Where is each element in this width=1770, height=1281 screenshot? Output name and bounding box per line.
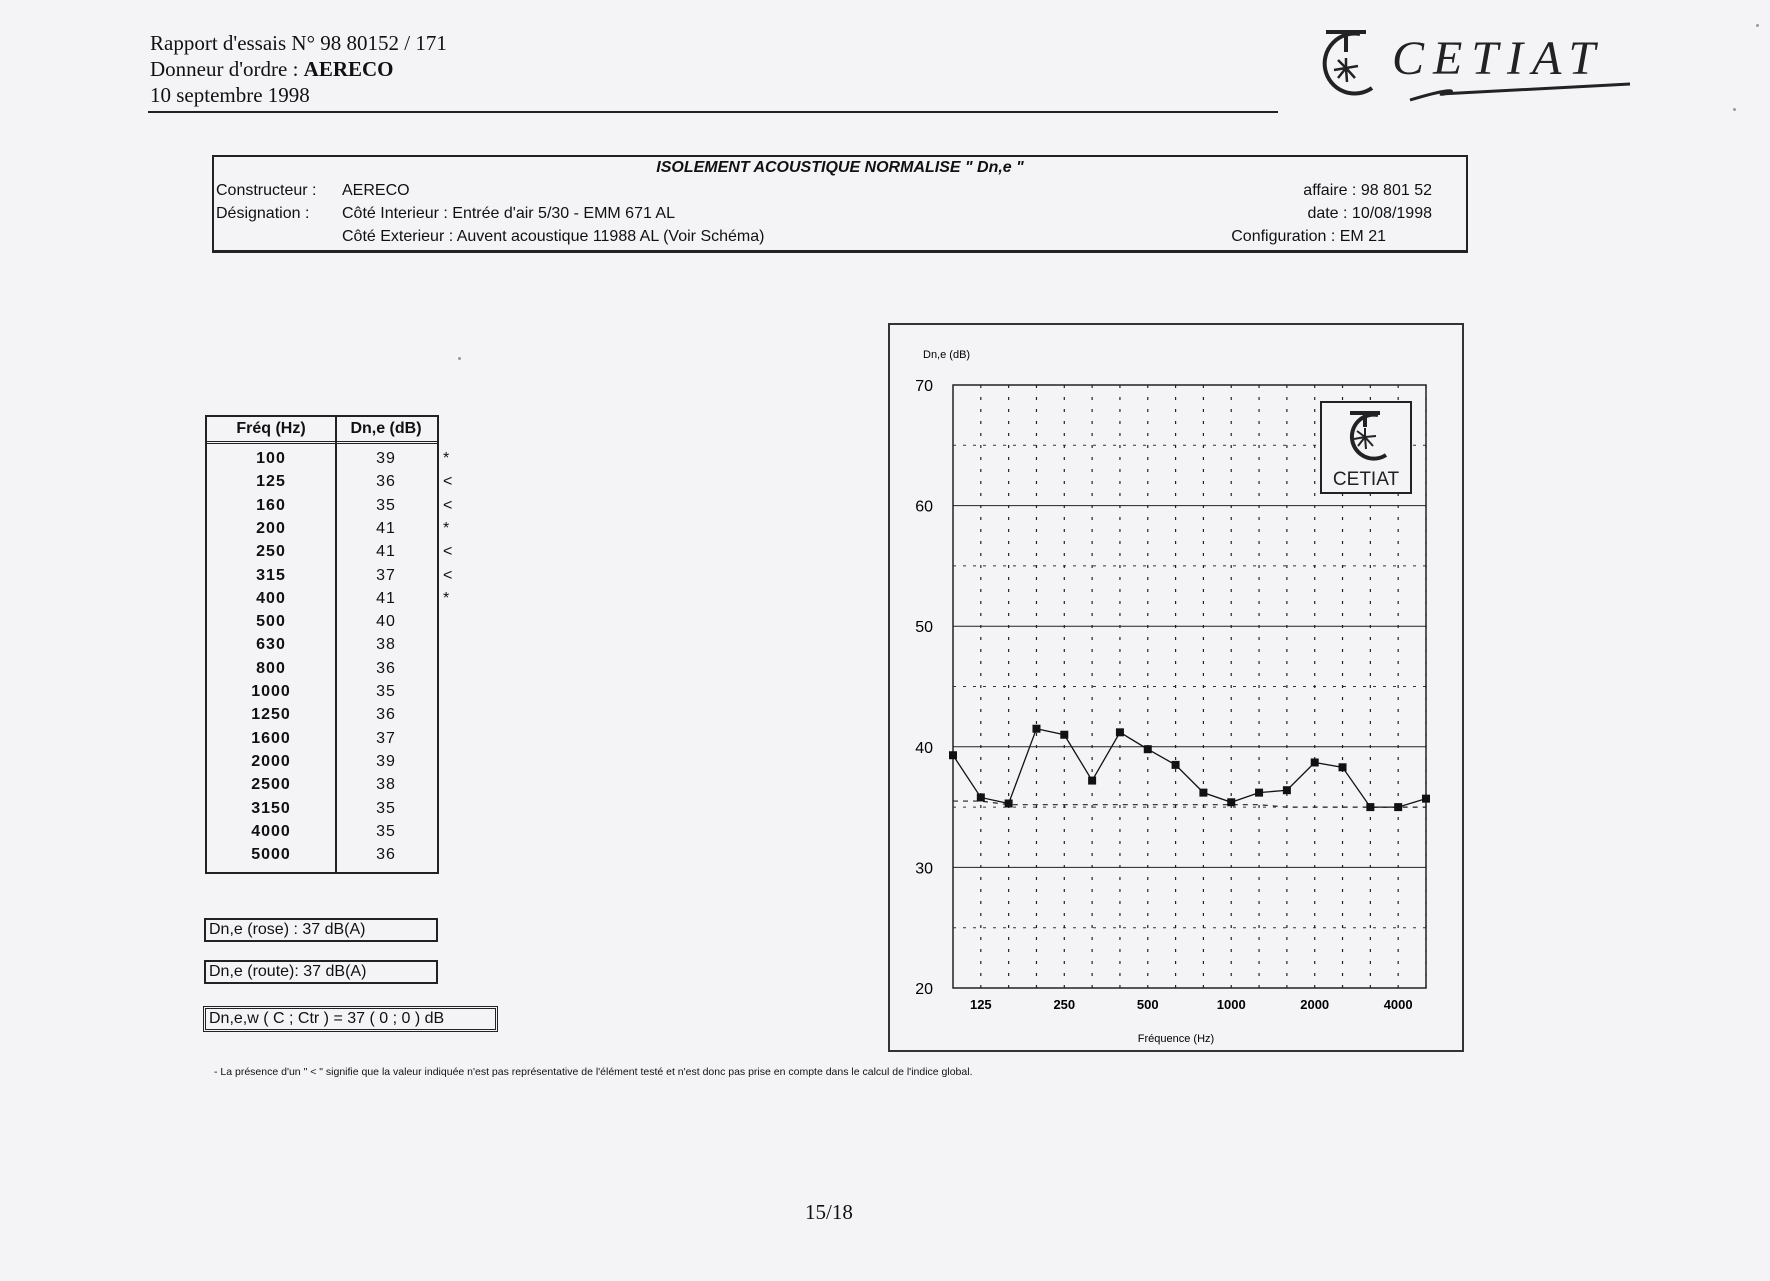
dne-cell: 35 [376,799,396,817]
dne-cell: 38 [376,636,396,654]
dne-line [953,729,1426,807]
freq-cell: 2000 [251,752,291,770]
affaire-number: affaire : 98 801 52 [1303,182,1432,199]
cetiat-logo-icon [1325,32,1372,94]
scan-speck [1756,24,1759,27]
data-point [1199,789,1207,797]
freq-cell: 4000 [251,822,291,840]
data-point [1339,763,1347,771]
freq-cell: 5000 [251,846,291,864]
dne-cell: 36 [376,846,396,864]
result-weighted-index: Dn,e,w ( C ; Ctr ) = 37 ( 0 ; 0 ) dB [203,1006,498,1032]
freq-cell: 100 [256,450,286,467]
frequency-table [205,415,454,874]
x-tick-label: 500 [1136,997,1159,1012]
test-info-box [212,155,1468,253]
table-row [207,587,451,610]
dne-chart [888,323,1464,1053]
dne-cell: 41 [376,543,396,561]
freq-cell: 400 [256,589,286,607]
freq-cell: 3150 [251,799,291,817]
table-row [207,750,437,773]
chart-logo [1321,402,1411,493]
chart-logo-text: CETIAT [1332,469,1400,490]
data-point [1144,745,1152,753]
report-date: 10 septembre 1998 [150,83,310,107]
x-axis-title: Fréquence (Hz) [1137,1033,1215,1045]
freq-cell: 1600 [251,729,291,747]
configuration: Configuration : EM 21 [1231,228,1386,245]
table-row [207,633,437,656]
dne-cell: 41 [376,519,396,537]
dne-cell: 35 [376,683,396,700]
x-axis-labels [970,997,1413,1012]
validity-marker: < [443,543,454,561]
constructeur-label: Constructeur : [216,182,317,199]
dne-cell: 36 [376,659,396,677]
y-tick-label: 40 [915,739,933,757]
designation-label: Désignation : [216,205,310,222]
y-tick-label: 50 [915,619,933,637]
y-axis-labels [915,378,933,998]
table-row [207,494,454,517]
constructeur-value: AERECO [342,182,410,199]
validity-marker: < [443,566,454,584]
report-header [150,30,447,108]
data-point [1366,803,1374,811]
validity-marker: < [443,473,454,491]
table-row [207,820,437,843]
dne-cell: 36 [376,706,396,724]
freq-cell: 500 [256,613,286,631]
col-header-dne: Dn,e (dB) [350,420,422,437]
col-header-freq: Fréq (Hz) [236,420,306,437]
table-row [207,773,437,796]
freq-cell: 2500 [251,776,291,794]
freq-cell: 250 [256,543,286,561]
header-rule [148,111,1278,113]
table-row [207,843,437,866]
result-route: Dn,e (route): 37 dB(A) [204,960,438,984]
dne-cell: 37 [376,729,396,747]
footnote: - La présence d'un " < " signifie que la valeur indiquée n'est pas représentative de l'élément testé et n'est donc pas prise en compte dans le calcul de l'indice global. [214,1066,973,1078]
data-point [1422,795,1430,803]
report-number: Rapport d'essais N° 98 80152 / 171 [150,31,447,55]
freq-cell: 315 [256,566,286,584]
designation-exterior: Côté Exterieur : Auvent acoustique 11988 AL (Voir Schéma) [342,228,765,245]
table-row [207,797,437,820]
test-date: date : 10/08/1998 [1307,205,1432,222]
data-point [1394,803,1402,811]
table-row [207,657,437,680]
table-row [207,564,454,587]
logo-swoosh [1410,84,1630,100]
x-tick-label: 4000 [1383,997,1413,1012]
data-point [1311,758,1319,766]
y-tick-label: 70 [915,378,933,395]
y-tick-label: 30 [915,860,933,878]
scan-speck [1733,108,1736,111]
data-point [1088,777,1096,785]
table-row [207,540,454,563]
validity-marker: < [443,496,454,514]
scan-speck [458,357,461,360]
freq-cell: 800 [256,659,286,677]
info-title: ISOLEMENT ACOUSTIQUE NORMALISE " Dn,e " [656,159,1024,176]
freq-cell: 160 [256,496,286,514]
client-label: Donneur d'ordre : [150,57,304,81]
table-header [207,417,437,444]
y-axis-title: Dn,e (dB) [923,349,971,361]
data-point [977,793,985,801]
table-row [207,517,451,540]
freq-cell: 1000 [251,683,291,700]
page-number: 15/18 [805,1200,853,1224]
table-row [207,470,454,493]
table-row [207,447,451,470]
dne-cell: 39 [376,450,396,467]
client-name: AERECO [303,57,394,81]
freq-cell: 125 [256,473,286,491]
data-point [1005,799,1013,807]
table-row [207,680,437,703]
y-tick-label: 60 [915,498,933,516]
data-point [1283,786,1291,794]
validity-marker: * [443,589,451,607]
table-row [207,703,437,726]
cetiat-logo-text: CETIAT [1392,32,1605,85]
data-point [1172,761,1180,769]
table-row [207,610,437,633]
cetiat-logo [1300,22,1640,112]
data-point [1116,728,1124,736]
freq-cell: 1250 [251,706,291,724]
reference-curve [953,801,1426,807]
data-point [949,751,957,759]
designation-interior: Côté Interieur : Entrée d'air 5/30 - EMM 671 AL [342,205,675,222]
x-tick-label: 2000 [1300,997,1330,1012]
data-point [1060,731,1068,739]
validity-marker: * [443,519,451,537]
table-row [207,727,437,750]
dne-cell: 41 [376,589,396,607]
dne-cell: 35 [376,496,396,514]
dne-cell: 40 [376,613,396,631]
data-point [1255,789,1263,797]
data-point [1227,798,1235,806]
y-tick-label: 20 [915,981,933,998]
dne-cell: 39 [376,752,396,770]
validity-marker: * [443,450,451,467]
dne-cell: 36 [376,473,396,491]
data-point [1032,725,1040,733]
dne-cell: 37 [376,566,396,584]
x-tick-label: 250 [1053,997,1076,1012]
dne-cell: 38 [376,776,396,794]
freq-cell: 200 [256,519,286,537]
freq-cell: 630 [256,636,286,654]
x-tick-label: 125 [969,997,992,1012]
dne-series [949,725,1430,811]
result-rose: Dn,e (rose) : 37 dB(A) [204,918,438,942]
client-line [150,56,447,82]
dne-cell: 35 [376,822,396,840]
x-tick-label: 1000 [1216,997,1246,1012]
